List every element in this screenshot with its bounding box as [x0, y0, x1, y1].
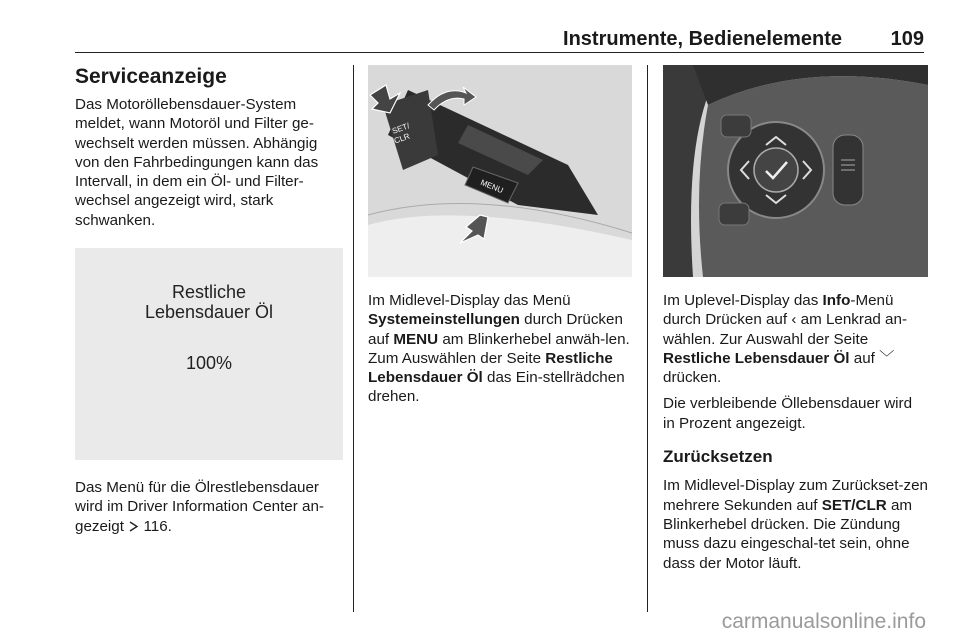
page-title: Instrumente, Bedienelemente	[563, 28, 842, 50]
menu-button-label: MENU	[479, 177, 505, 196]
uplevel-instructions	[663, 291, 928, 387]
column-1	[75, 65, 343, 543]
column-divider	[647, 65, 648, 612]
percentage-note: Die verbleibende Öllebensdauer wird in Prozent angezeigt.	[663, 395, 913, 432]
down-arrow-icon: ﹀	[879, 349, 895, 367]
steering-wheel-controls-figure	[663, 65, 928, 277]
intro-paragraph: Das Motoröllebensdauer-System meldet, wann Motoröl und Filter ge-wechselt werden müssen. Abhängig von den Fahrbedingungen kann das Intervall, in dem ein Öl- und Filter-wechsel angezeigt wird, stark schwanken.	[75, 96, 319, 229]
display-title	[75, 282, 343, 322]
page-reference[interactable]: 116.	[143, 517, 172, 535]
clr-label: CLR	[392, 131, 412, 146]
column-3	[663, 65, 928, 580]
set-label: SET/	[390, 121, 411, 136]
text-span: -Menü durch Drücken auf	[663, 292, 894, 329]
text-span: das Ein-stellrädchen drehen.	[368, 369, 625, 406]
midlevel-instructions	[368, 291, 632, 407]
column-2	[368, 65, 632, 414]
text-span: Im Uplevel-Display das	[663, 292, 819, 309]
bold-term: Restliche Lebensdauer Öl	[368, 349, 613, 387]
text-span: drücken.	[663, 369, 722, 387]
outro-paragraph	[75, 478, 343, 536]
turn-signal-lever-figure	[368, 65, 632, 277]
bold-term: Systemeinstellungen	[368, 311, 520, 329]
text-span: auf	[853, 349, 875, 367]
column-divider	[353, 65, 354, 612]
bold-term: Restliche Lebensdauer Öl	[663, 349, 850, 367]
display-title-line2: Lebensdauer Öl	[144, 302, 274, 323]
text-span: durch Drücken auf	[368, 311, 623, 348]
section-heading: Serviceanzeige	[75, 65, 227, 88]
page-header	[75, 22, 924, 53]
bold-term: Info	[822, 292, 851, 309]
left-arrow-icon: ‹	[791, 311, 797, 329]
reset-instructions	[663, 476, 928, 572]
text-span: am Blinkerhebel drücken. Die Zündung muss dazu eingeschal-tet sein, ohne dass der Motor läuft.	[663, 496, 913, 572]
bold-term: SET/CLR	[821, 496, 887, 514]
text-span: am Lenkrad an-wählen. Zur Auswahl der Seite	[663, 311, 908, 348]
outro-text: Das Menü für die Ölrestlebensdauer wird im Driver Information Center an-gezeigt	[75, 479, 324, 535]
page-number: 109	[890, 28, 924, 50]
display-value: 100%	[185, 353, 233, 374]
arrow-ref-icon	[128, 518, 143, 535]
display-title-line1: Restliche	[171, 282, 247, 303]
watermark: carmanualsonline.info	[721, 610, 926, 633]
text-span: Im Midlevel-Display das Menü	[368, 292, 571, 309]
text-span: am Blinkerhebel anwäh-len. Zum Auswählen der Seite	[368, 330, 630, 367]
oil-life-display	[75, 248, 343, 460]
bold-term: MENU	[393, 330, 439, 348]
text-span: Im Midlevel-Display zum Zurückset-zen mehrere Sekunden auf	[663, 477, 929, 514]
reset-heading: Zurücksetzen	[663, 447, 773, 467]
